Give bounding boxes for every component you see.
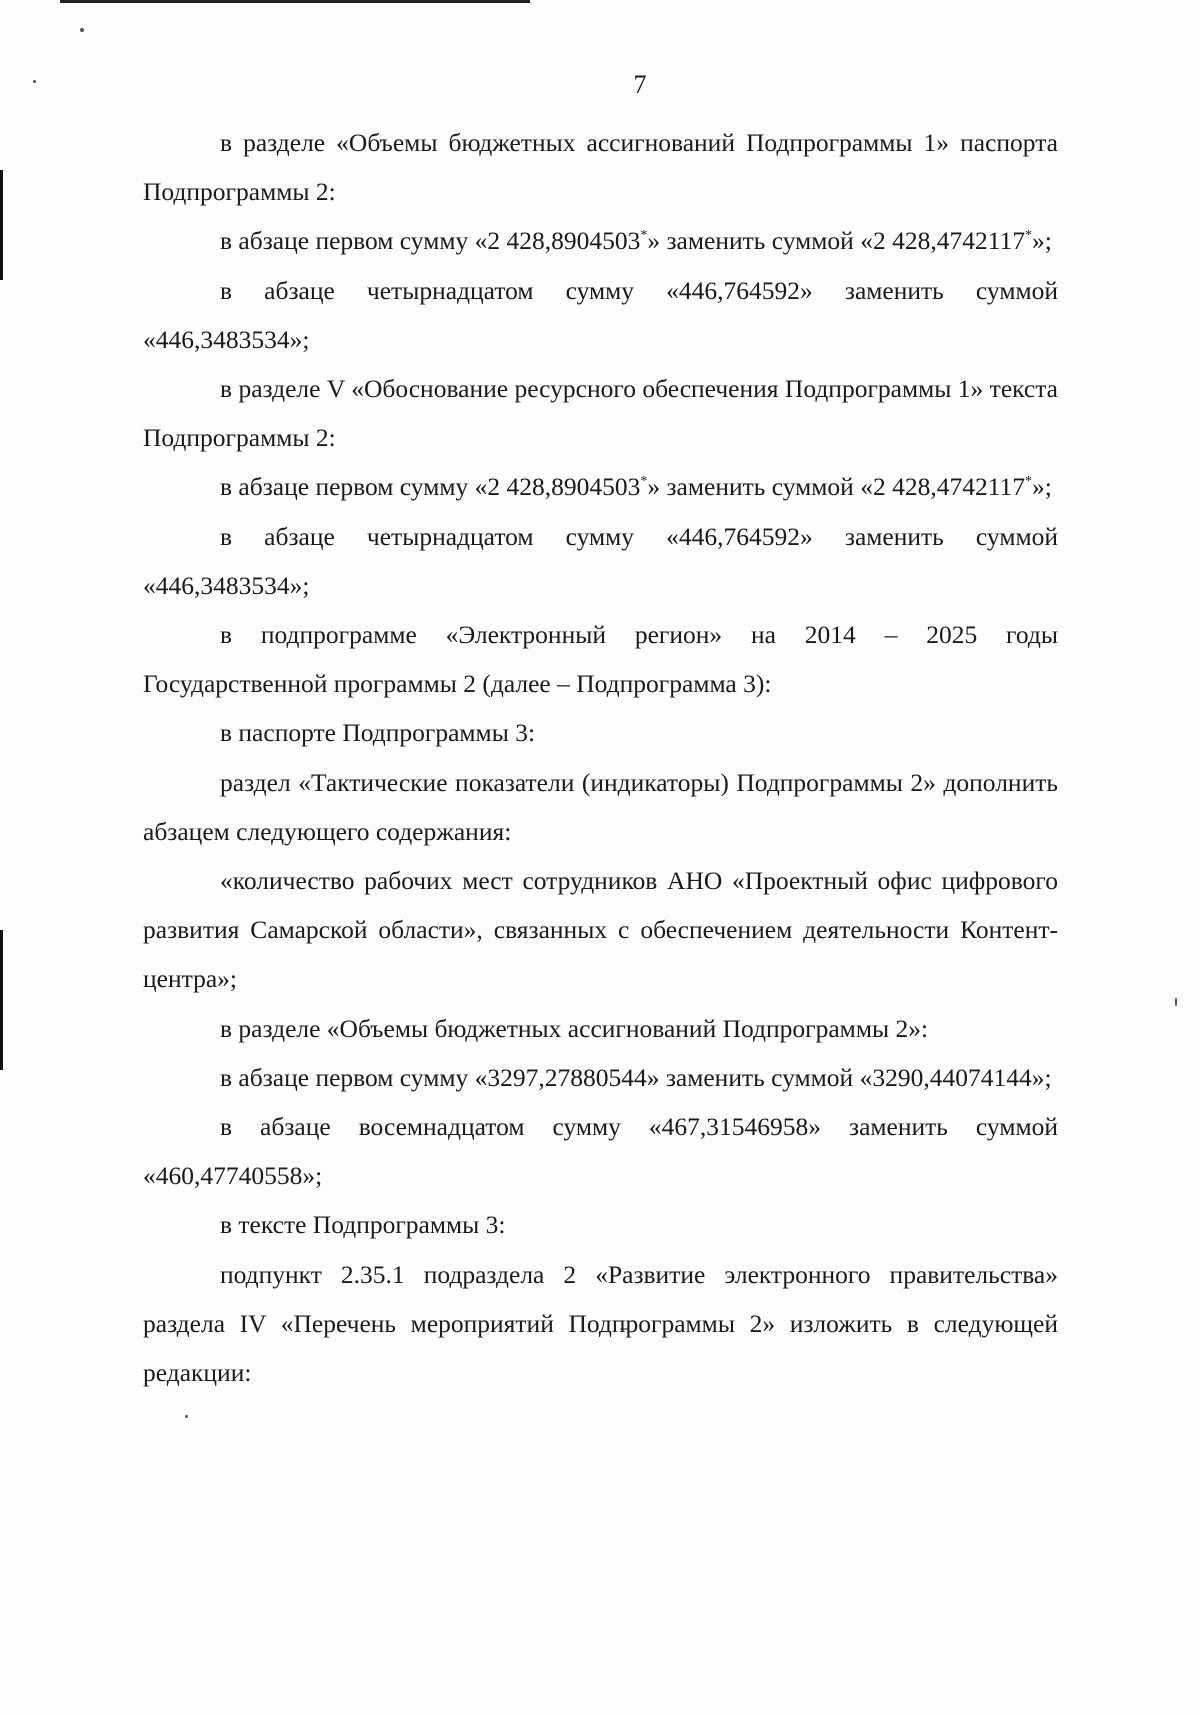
paragraph-text: » заменить суммой «2 428,4742117	[647, 226, 1026, 256]
page-number: 7	[633, 70, 647, 99]
scan-speck	[185, 1415, 188, 1418]
paragraph: в разделе V «Обоснование ресурсного обеспечения Подпрограммы 1» текста Подпрограммы 2:	[143, 374, 1058, 453]
document-body	[143, 118, 1058, 1397]
paragraph: раздел «Тактические показатели (индикаторы) Подпрограммы 2» дополнить абзацем следующего содержания:	[143, 767, 1058, 846]
paragraph: в абзаце первом сумму «3297,27880544» заменить суммой «3290,44074144»;	[220, 1062, 1052, 1092]
paragraph-text: »;	[1032, 226, 1052, 256]
paragraph: в разделе «Объемы бюджетных ассигнований Подпрограммы 1» паспорта Подпрограммы 2:	[143, 128, 1058, 207]
paragraph-text: в абзаце первом сумму «2 428,8904503	[220, 472, 641, 502]
paragraph: «количество рабочих мест сотрудников АНО «Проектный офис цифрового развития Самарской области», связанных с обеспечением деятельности Контент-центра»;	[143, 866, 1058, 994]
footnote-mark: *	[640, 228, 648, 244]
paragraph-text: » заменить суммой «2 428,4742117	[647, 472, 1026, 502]
paragraph-text: в абзаце первом сумму «2 428,8904503	[220, 226, 641, 256]
paragraph-text: »;	[1032, 472, 1052, 502]
paragraph: в тексте Подпрограммы 3:	[220, 1210, 506, 1240]
paragraph	[143, 462, 1058, 511]
scan-speck	[80, 28, 84, 32]
paragraph	[143, 216, 1058, 265]
left-scan-mark	[0, 170, 3, 280]
footnote-mark: *	[1025, 228, 1033, 244]
paragraph: в разделе «Объемы бюджетных ассигнований Подпрограммы 2»:	[220, 1013, 929, 1043]
scan-speck	[1175, 998, 1177, 1006]
paragraph: в подпрограмме «Электронный регион» на 2014 – 2025 годы Государственной программы 2 (далее – Подпрограмма 3):	[143, 620, 1058, 699]
top-scan-rule	[60, 0, 530, 3]
paragraph: в паспорте Подпрограммы 3:	[220, 718, 536, 748]
paragraph: в абзаце четырнадцатом сумму «446,764592» заменить суммой «446,3483534»;	[143, 521, 1058, 600]
footnote-mark: *	[1025, 474, 1033, 490]
paragraph: в абзаце четырнадцатом сумму «446,764592» заменить суммой «446,3483534»;	[143, 275, 1058, 354]
left-scan-mark	[0, 930, 3, 1070]
paragraph: подпункт 2.35.1 подраздела 2 «Развитие электронного правительства» раздела IV «Перечень мероприятий Подпрограммы 2» изложить в следующей редакции:	[143, 1259, 1058, 1388]
footnote-mark: *	[640, 474, 648, 490]
paragraph: в абзаце восемнадцатом сумму «467,31546958» заменить суммой «460,47740558»;	[143, 1112, 1058, 1191]
